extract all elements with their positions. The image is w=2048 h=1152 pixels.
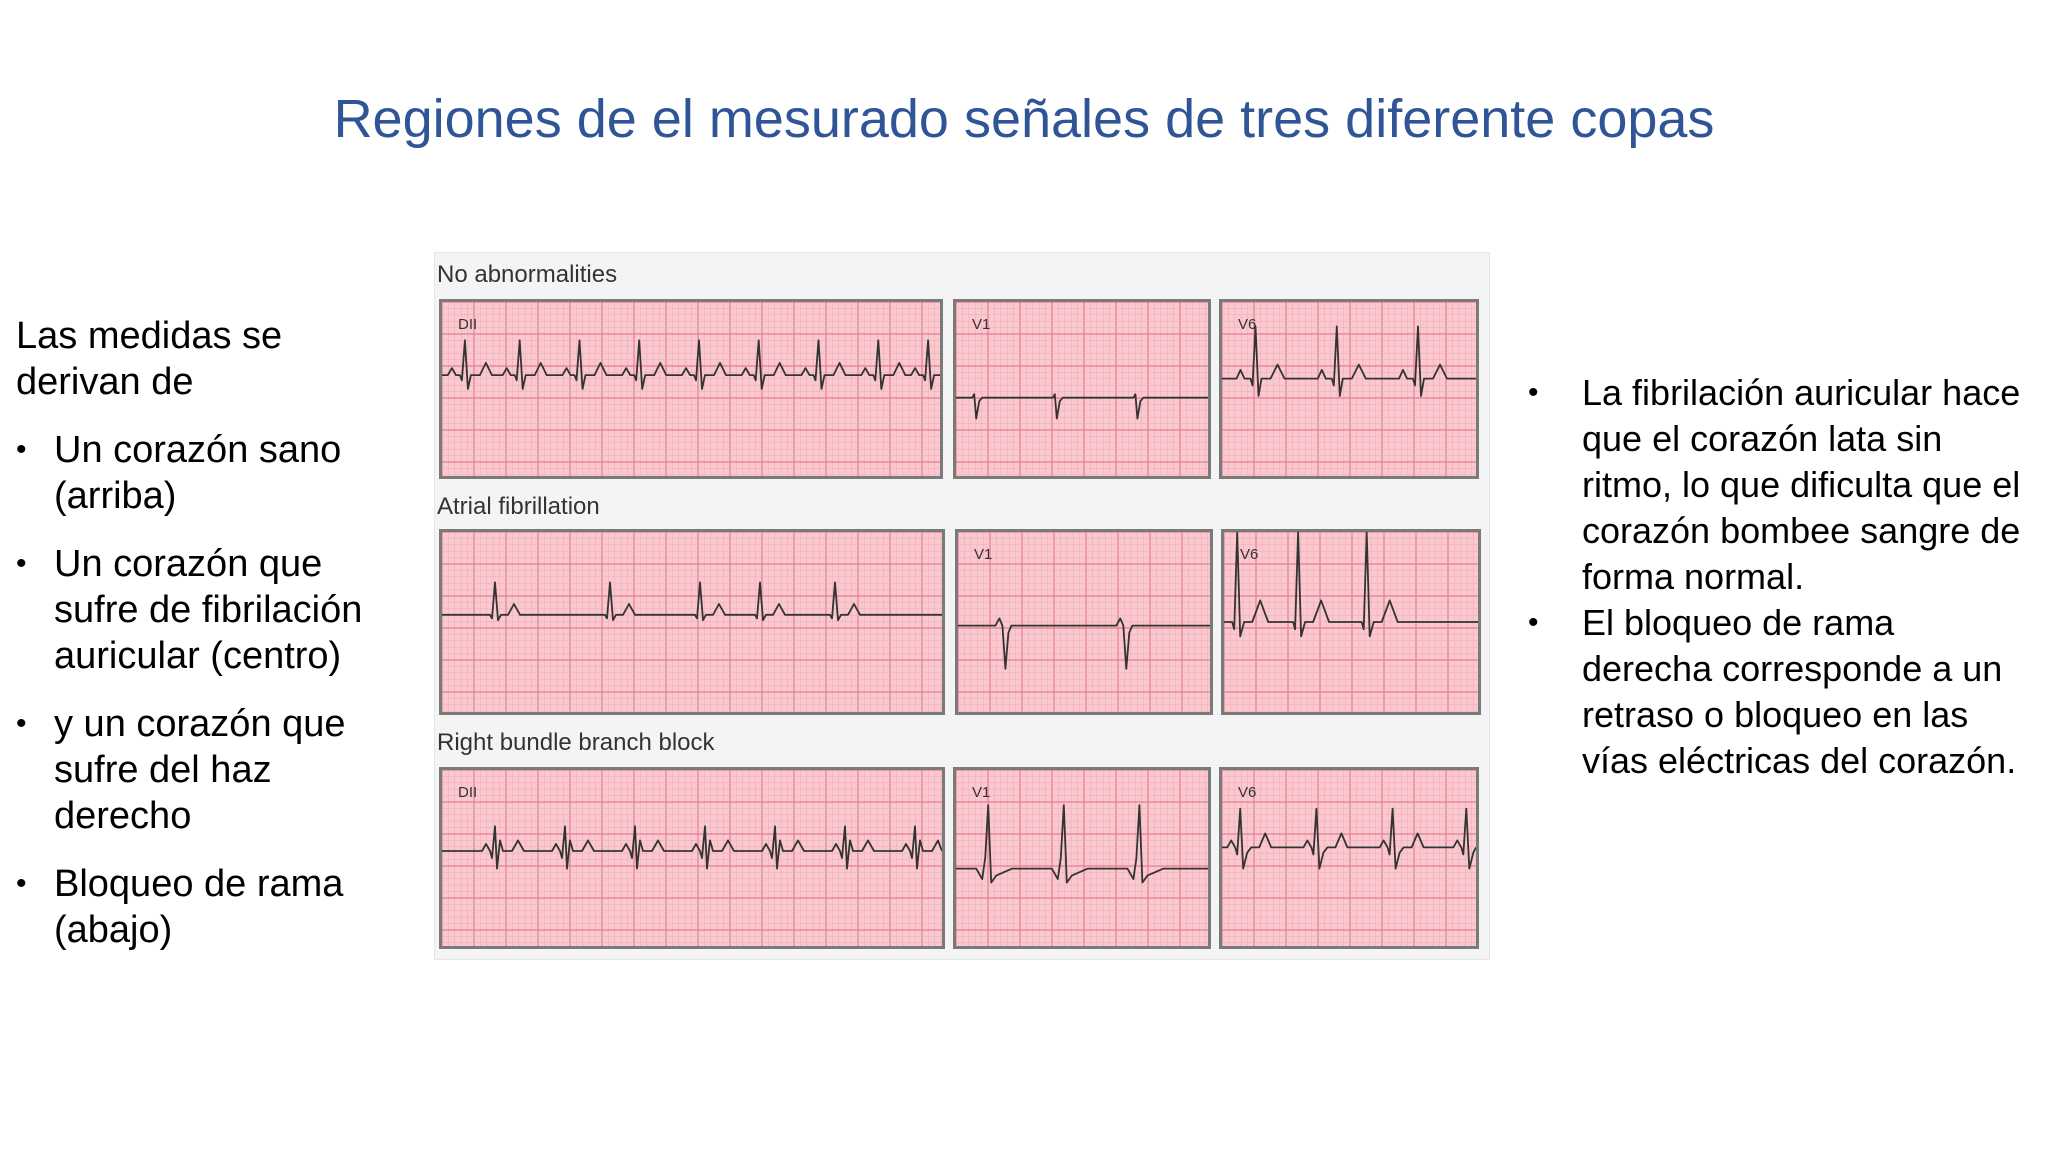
bullet-dot-icon: •	[16, 433, 27, 466]
ecg-trace-svg	[1222, 302, 1476, 476]
ecg-panel-v6	[1219, 299, 1479, 479]
left-bullet-item	[16, 427, 406, 519]
ecg-trace-svg	[958, 532, 1210, 712]
left-bullet-text: Bloqueo de rama (abajo)	[54, 863, 344, 951]
left-bullet-text: Un corazón sano (arriba)	[54, 429, 342, 517]
ecg-panel-v6	[1219, 767, 1479, 949]
ecg-trace-svg	[1222, 770, 1476, 946]
ecg-trace-svg	[1224, 532, 1478, 712]
ecg-row-label: Atrial fibrillation	[437, 493, 600, 520]
ecg-panel-v6	[1221, 529, 1481, 715]
left-bullet-list	[16, 427, 406, 953]
bullet-dot-icon: •	[16, 707, 27, 740]
right-text-block	[1528, 370, 2028, 784]
left-bullet-text: Un corazón que sufre de fibrilación auricular (centro)	[54, 543, 363, 677]
left-text-block	[16, 313, 406, 975]
slide-title: Regiones de el mesurado señales de tres diferente copas	[333, 89, 1715, 149]
right-bullet-item	[1528, 370, 2028, 600]
ecg-lead-label: V1	[974, 546, 993, 563]
ecg-panel-dii	[439, 299, 943, 479]
ecg-panel-dii	[439, 767, 945, 949]
ecg-row-label: Right bundle branch block	[437, 729, 715, 756]
ecg-trace-svg	[442, 770, 942, 946]
ecg-row-label: No abnormalities	[437, 261, 618, 288]
bullet-dot-icon: •	[1528, 606, 1539, 639]
right-bullet-text: La fibrilación auricular hace que el corazón lata sin ritmo, lo que dificulta que el corazón bombee sangre de forma normal.	[1582, 372, 2021, 597]
right-bullet-item	[1528, 600, 2028, 784]
right-bullet-text: El bloqueo de rama derecha corresponde a un retraso o bloqueo en las vías eléctricas del corazón.	[1582, 602, 2017, 781]
bullet-dot-icon: •	[16, 547, 27, 580]
ecg-trace-svg	[956, 302, 1208, 476]
left-bullet-item	[16, 861, 406, 953]
ecg-trace-svg	[442, 532, 942, 712]
ecg-trace-svg	[956, 770, 1208, 946]
left-bullet-item	[16, 701, 406, 839]
ecg-lead-label: V1	[972, 784, 991, 801]
left-bullet-text: y un corazón que sufre del haz derecho	[54, 703, 346, 837]
ecg-lead-label: DII	[458, 784, 478, 801]
left-bullet-item	[16, 541, 406, 679]
ecg-panel-v1	[955, 529, 1213, 715]
ecg-lead-label: V1	[972, 316, 991, 333]
ecg-panel-dii	[439, 529, 945, 715]
ecg-figure	[434, 252, 1490, 960]
ecg-panel-v1	[953, 299, 1211, 479]
ecg-lead-label: DII	[458, 316, 478, 333]
right-bullet-list	[1528, 370, 2028, 784]
bullet-dot-icon: •	[16, 867, 27, 900]
left-intro: Las medidas se derivan de	[16, 315, 283, 403]
ecg-trace-svg	[442, 302, 940, 476]
ecg-lead-label: V6	[1238, 784, 1257, 801]
ecg-lead-label: V6	[1240, 546, 1259, 563]
bullet-dot-icon: •	[1528, 376, 1539, 409]
ecg-lead-label: V6	[1238, 316, 1257, 333]
ecg-panel-v1	[953, 767, 1211, 949]
